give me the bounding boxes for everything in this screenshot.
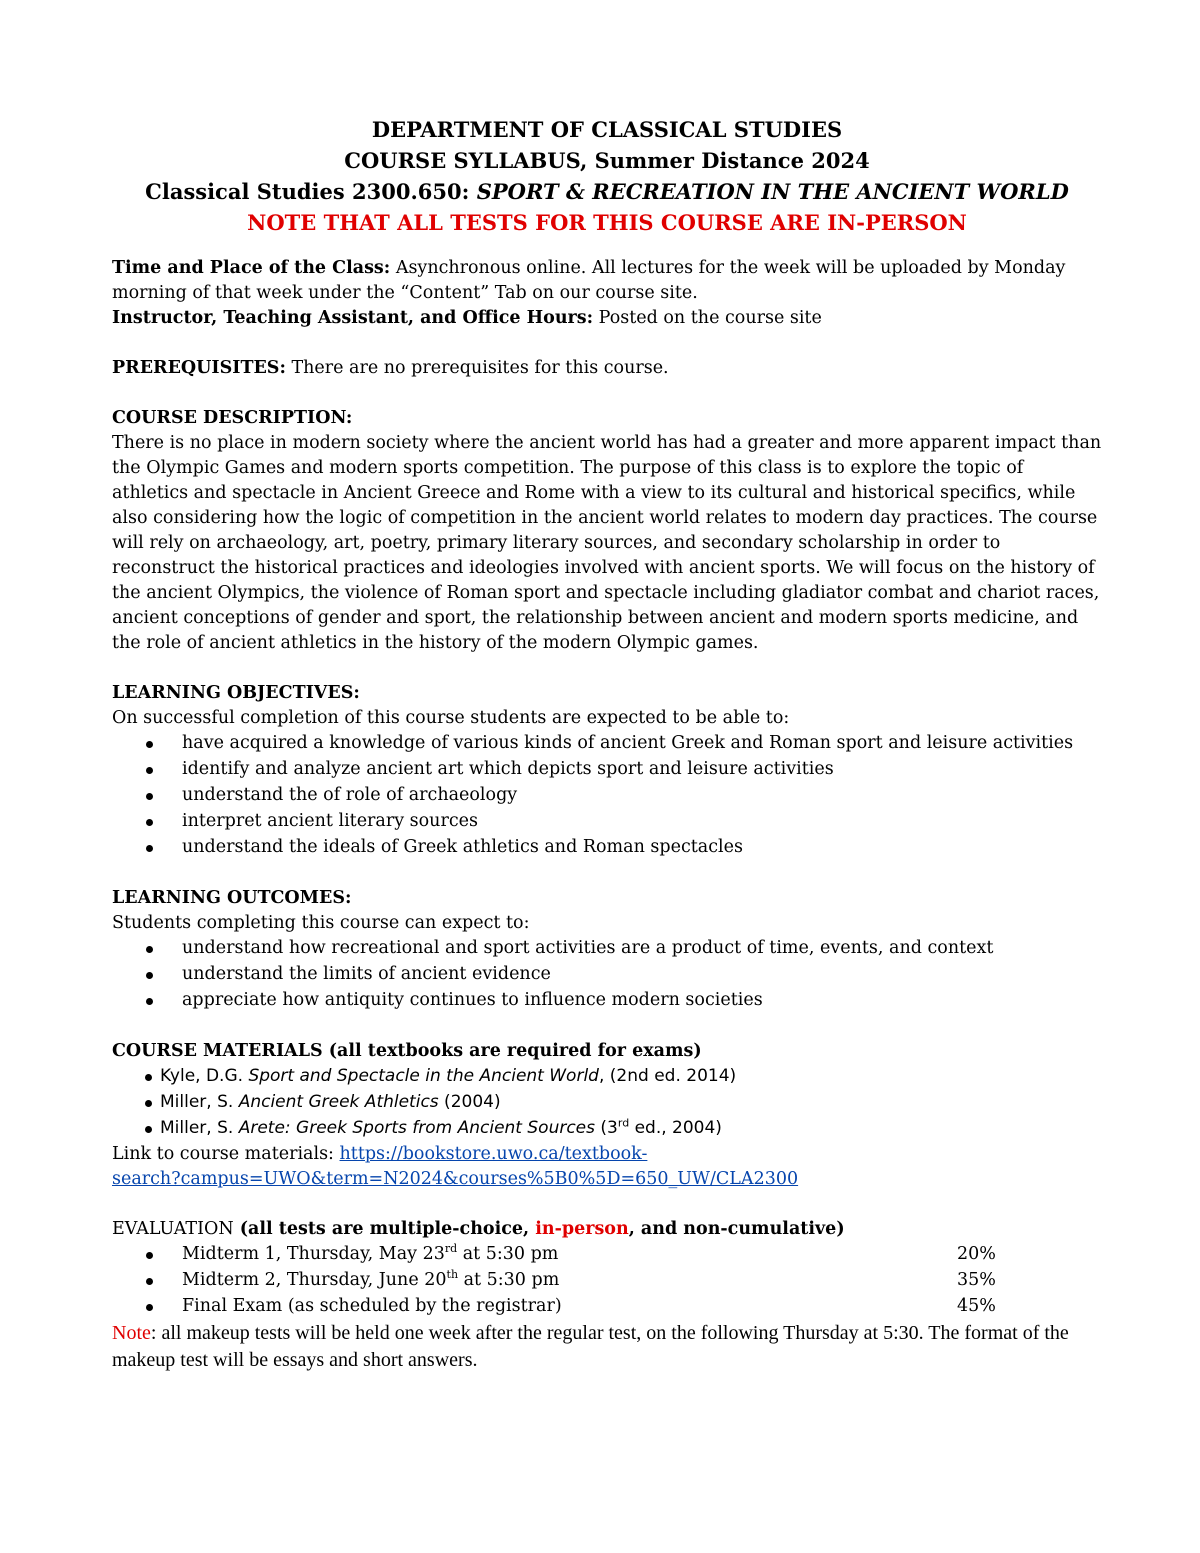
textbook-title: Arete: Greek Sports from Ancient Sources <box>238 1118 595 1138</box>
syllabus-page <box>112 114 1102 1374</box>
outcomes-intro: Students completing this course can expect to: <box>112 913 530 933</box>
department-title: DEPARTMENT OF CLASSICAL STUDIES <box>371 117 843 142</box>
note-text: : all makeup tests will be held one week after the regular test, on the following Thursday at 5:30. The format of the makeup test will be essays and short answers. <box>112 1322 1069 1371</box>
list-item: have acquired a knowledge of various kinds of ancient Greek and Roman sport and leisure activities <box>112 731 1102 757</box>
evaluation-item: Final Exam (as scheduled by the registrar) 45% <box>112 1294 1102 1320</box>
note-label: Note <box>112 1322 151 1344</box>
course-code: Classical Studies 2300.650: <box>145 179 477 204</box>
course-name: SPORT & RECREATION IN THE ANCIENT WORLD <box>476 179 1069 204</box>
instructor-text: Posted on the course site <box>593 308 822 328</box>
list-item: understand the ideals of Greek athletics and Roman spectacles <box>112 835 1102 861</box>
list-item: identify and analyze ancient art which depicts sport and leisure activities <box>112 757 1102 783</box>
textbook-title: Sport and Spectacle in the Ancient World <box>248 1066 599 1086</box>
materials-link-paragraph <box>112 1142 1102 1192</box>
instructor-paragraph <box>112 306 1102 331</box>
makeup-note <box>112 1320 1102 1374</box>
weight-percent: 45% <box>957 1296 996 1316</box>
list-item: interpret ancient literary sources <box>112 809 1102 835</box>
prerequisites-paragraph <box>112 356 1102 381</box>
evaluation-list <box>112 1242 1102 1320</box>
materials-heading: COURSE MATERIALS (all textbooks are required for exams) <box>112 1041 702 1061</box>
outcomes-list <box>112 936 1102 1014</box>
time-place-label: Time and Place of the Class: <box>112 258 391 278</box>
textbook-item: Kyle, D.G. Sport and Spectacle in the Ancient World, (2nd ed. 2014) <box>112 1064 1102 1090</box>
textbook-item: Miller, S. Arete: Greek Sports from Ancient Sources (3rd ed., 2004) <box>112 1116 1102 1142</box>
outcomes-heading: LEARNING OUTCOMES: <box>112 888 352 908</box>
evaluation-item: Midterm 2, Thursday, June 20th at 5:30 pm 35% <box>112 1268 1102 1294</box>
time-place-text: Asynchronous online. All lectures for the week will be uploaded by Monday morning of that week under the “Content” Tab on our course site. <box>112 258 1066 303</box>
course-title <box>112 176 1102 207</box>
time-place-paragraph <box>112 256 1102 306</box>
document-header <box>112 114 1102 238</box>
evaluation-heading: EVALUATION (all tests are multiple-choice, in-person, and non-cumulative) <box>112 1219 845 1239</box>
syllabus-title: COURSE SYLLABUS, Summer Distance 2024 <box>344 148 870 173</box>
weight-percent: 35% <box>957 1270 996 1290</box>
list-item: understand the limits of ancient evidence <box>112 962 1102 988</box>
list-item: understand the of role of archaeology <box>112 783 1102 809</box>
textbook-item: Miller, S. Ancient Greek Athletics (2004) <box>112 1090 1102 1116</box>
objectives-list <box>112 731 1102 861</box>
weight-percent: 20% <box>957 1244 996 1264</box>
instructor-label: Instructor, Teaching Assistant, and Office Hours: <box>112 308 594 328</box>
materials-link-label: Link to course materials: <box>112 1144 340 1164</box>
bookstore-link[interactable]: https://bookstore.uwo.ca/textbook- <box>339 1144 648 1164</box>
prerequisites-text: There are no prerequisites for this course. <box>285 358 669 378</box>
description-heading: COURSE DESCRIPTION: <box>112 408 353 428</box>
list-item: appreciate how antiquity continues to influence modern societies <box>112 988 1102 1014</box>
materials-list <box>112 1064 1102 1142</box>
bookstore-link-continued[interactable]: search?campus=UWO&term=N2024&courses%5B0%5D=650_UW/CLA2300 <box>112 1169 799 1189</box>
prerequisites-label: PREREQUISITES: <box>112 358 286 378</box>
list-item: understand how recreational and sport activities are a product of time, events, and context <box>112 936 1102 962</box>
in-person-highlight: in-person <box>535 1219 629 1239</box>
textbook-title: Ancient Greek Athletics <box>238 1092 439 1112</box>
objectives-heading: LEARNING OBJECTIVES: <box>112 683 360 703</box>
description-text: There is no place in modern society where the ancient world has had a greater and more apparent impact than the Olympic Games and modern sports competition. The purpose of this class is to explore the topic of athletics and spectacle in Ancient Greece and Rome with a view to its cultural and historical specifics, while also considering how the logic of competition in the ancient world relates to modern day practices. The course will rely on archaeology, art, poetry, primary literary sources, and secondary scholarship in order to reconstruct the historical practices and ideologies involved with ancient sports. We will focus on the history of the ancient Olympics, the violence of Roman sport and spectacle including gladiator combat and chariot races, ancient conceptions of gender and sport, the relationship between ancient and modern sports medicine, and the role of ancient athletics in the history of the modern Olympic games. <box>112 433 1102 653</box>
objectives-intro: On successful completion of this course students are expected to be able to: <box>112 708 790 728</box>
evaluation-item: Midterm 1, Thursday, May 23rd at 5:30 pm 20% <box>112 1242 1102 1268</box>
in-person-notice: NOTE THAT ALL TESTS FOR THIS COURSE ARE IN-PERSON <box>247 210 967 235</box>
